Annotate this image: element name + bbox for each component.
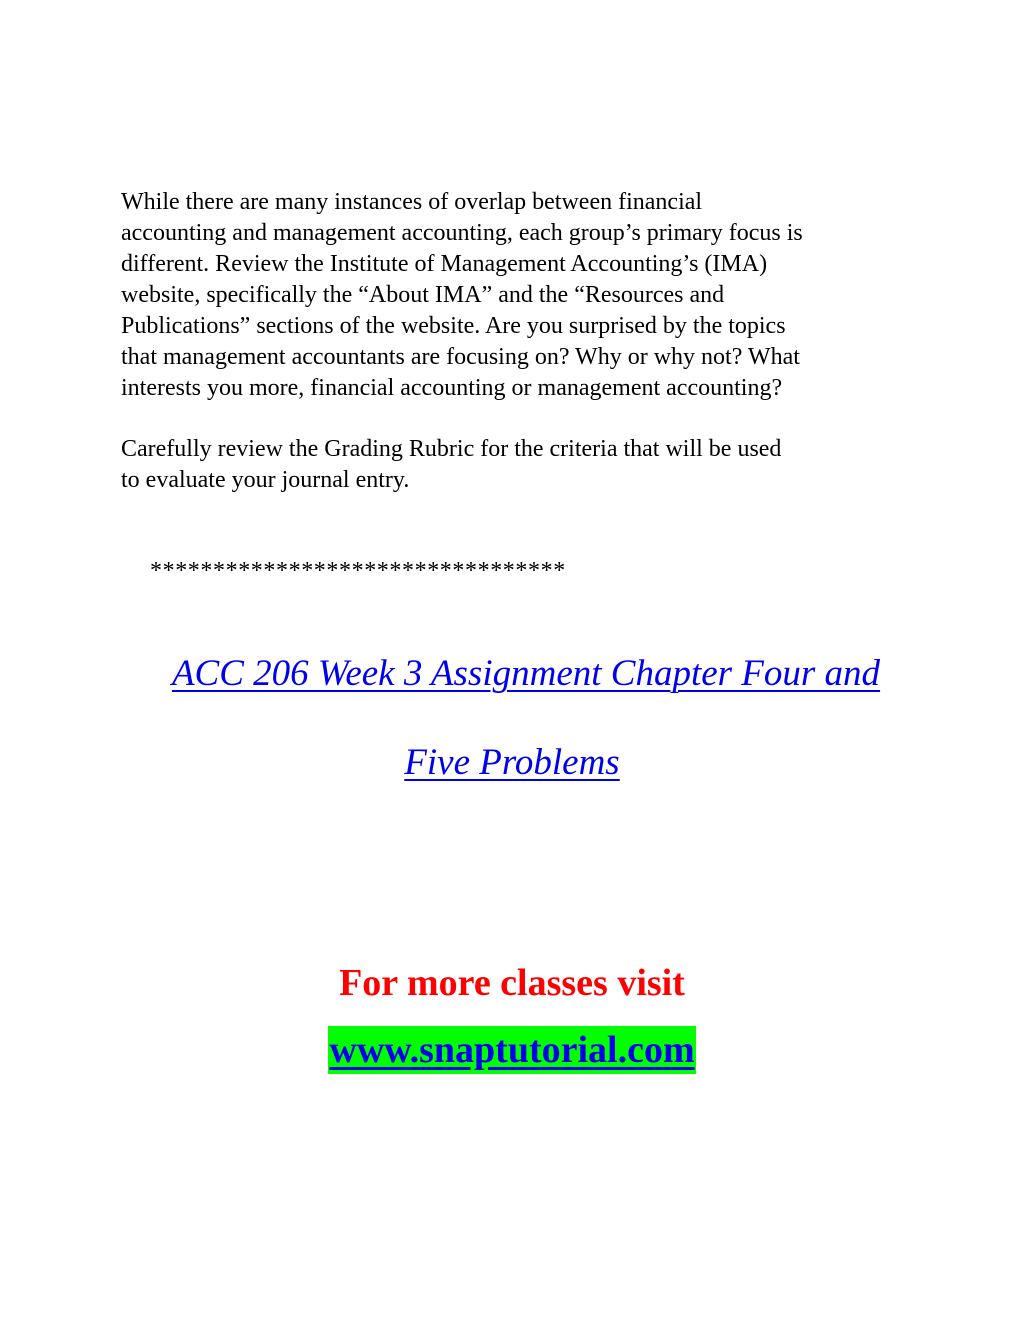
body-paragraph-1: While there are many instances of overlap between financial accounting and management accounting, each group’s primary focus is different. Review the Institute of Management Accounting’s (IMA) website, specifically the “About IMA” and the “Resources and Publications” sections of the website. Are you surprised by the topics that management accountants are focusing on? Why or why not? What interests you more, financial accounting or management accounting?	[121, 189, 803, 401]
title-link-line-2[interactable]: Five Problems	[404, 742, 620, 783]
title-line-2-container	[0, 741, 1024, 785]
separator-stars: *********************************	[150, 558, 566, 584]
visit-heading: For more classes visit	[339, 962, 685, 1004]
website-container	[0, 1026, 1024, 1074]
website-link[interactable]: www.snaptutorial.com	[328, 1026, 695, 1074]
title-link-line-1[interactable]: ACC 206 Week 3 Assignment Chapter Four and	[171, 653, 881, 694]
title-line-1-container	[14, 652, 1024, 696]
body-paragraph-2: Carefully review the Grading Rubric for the criteria that will be used to evaluate your journal entry.	[121, 436, 782, 493]
